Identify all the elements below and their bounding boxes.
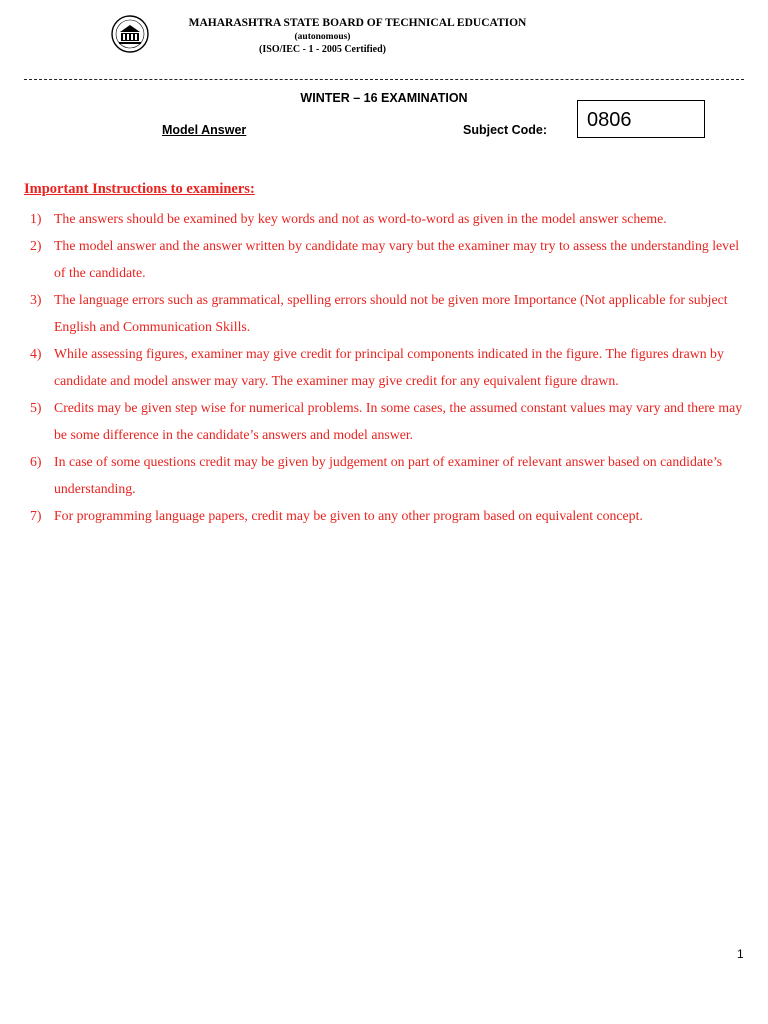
list-item <box>24 232 744 286</box>
model-answer-label: Model Answer <box>162 123 247 137</box>
list-item <box>24 394 744 448</box>
item-text: The model answer and the answer written by candidate may vary but the examiner may try to assess the understanding level of the candidate. <box>54 238 740 280</box>
list-item <box>24 502 744 529</box>
board-certification: (ISO/IEC - 1 - 2005 Certified) <box>259 44 386 55</box>
msbte-logo-icon <box>108 14 152 54</box>
list-item <box>24 340 744 394</box>
instructions-list <box>24 205 744 529</box>
page-number: 1 <box>737 947 744 961</box>
item-number: 1) <box>30 211 42 226</box>
item-text: Credits may be given step wise for numerical problems. In some cases, the assumed constant values may vary and there may be some difference in the candidate’s answers and model answer. <box>54 400 743 442</box>
item-text: While assessing figures, examiner may give credit for principal components indicated in the figure. The figures drawn by candidate and model answer may vary. The examiner may give credit for any equivalent figure drawn. <box>54 346 724 388</box>
item-text: The language errors such as grammatical, spelling errors should not be given more Importance (Not applicable for subject English and Communication Skills. <box>54 292 728 334</box>
item-number: 6) <box>30 454 42 469</box>
list-item <box>24 286 744 340</box>
board-subtitle: (autonomous) <box>294 32 351 42</box>
board-title: MAHARASHTRA STATE BOARD OF TECHNICAL EDUCATION <box>188 17 527 29</box>
list-item <box>24 205 744 232</box>
item-text: For programming language papers, credit may be given to any other program based on equivalent concept. <box>54 508 643 523</box>
item-number: 3) <box>30 292 42 307</box>
item-text: The answers should be examined by key words and not as word-to-word as given in the model answer scheme. <box>54 211 667 226</box>
item-number: 4) <box>30 346 42 361</box>
item-text: In case of some questions credit may be given by judgement on part of examiner of relevant answer based on candidate’s understanding. <box>54 454 723 496</box>
list-item <box>24 448 744 502</box>
subject-code-label: Subject Code: <box>463 123 548 137</box>
item-number: 5) <box>30 400 42 415</box>
subject-code-box <box>577 100 705 138</box>
instructions-heading: Important Instructions to examiners: <box>24 181 255 197</box>
exam-title: WINTER – 16 EXAMINATION <box>300 91 468 105</box>
header-divider <box>24 79 744 80</box>
item-number: 2) <box>30 238 42 253</box>
item-number: 7) <box>30 508 42 523</box>
subject-code-value: 0806 <box>587 109 632 131</box>
